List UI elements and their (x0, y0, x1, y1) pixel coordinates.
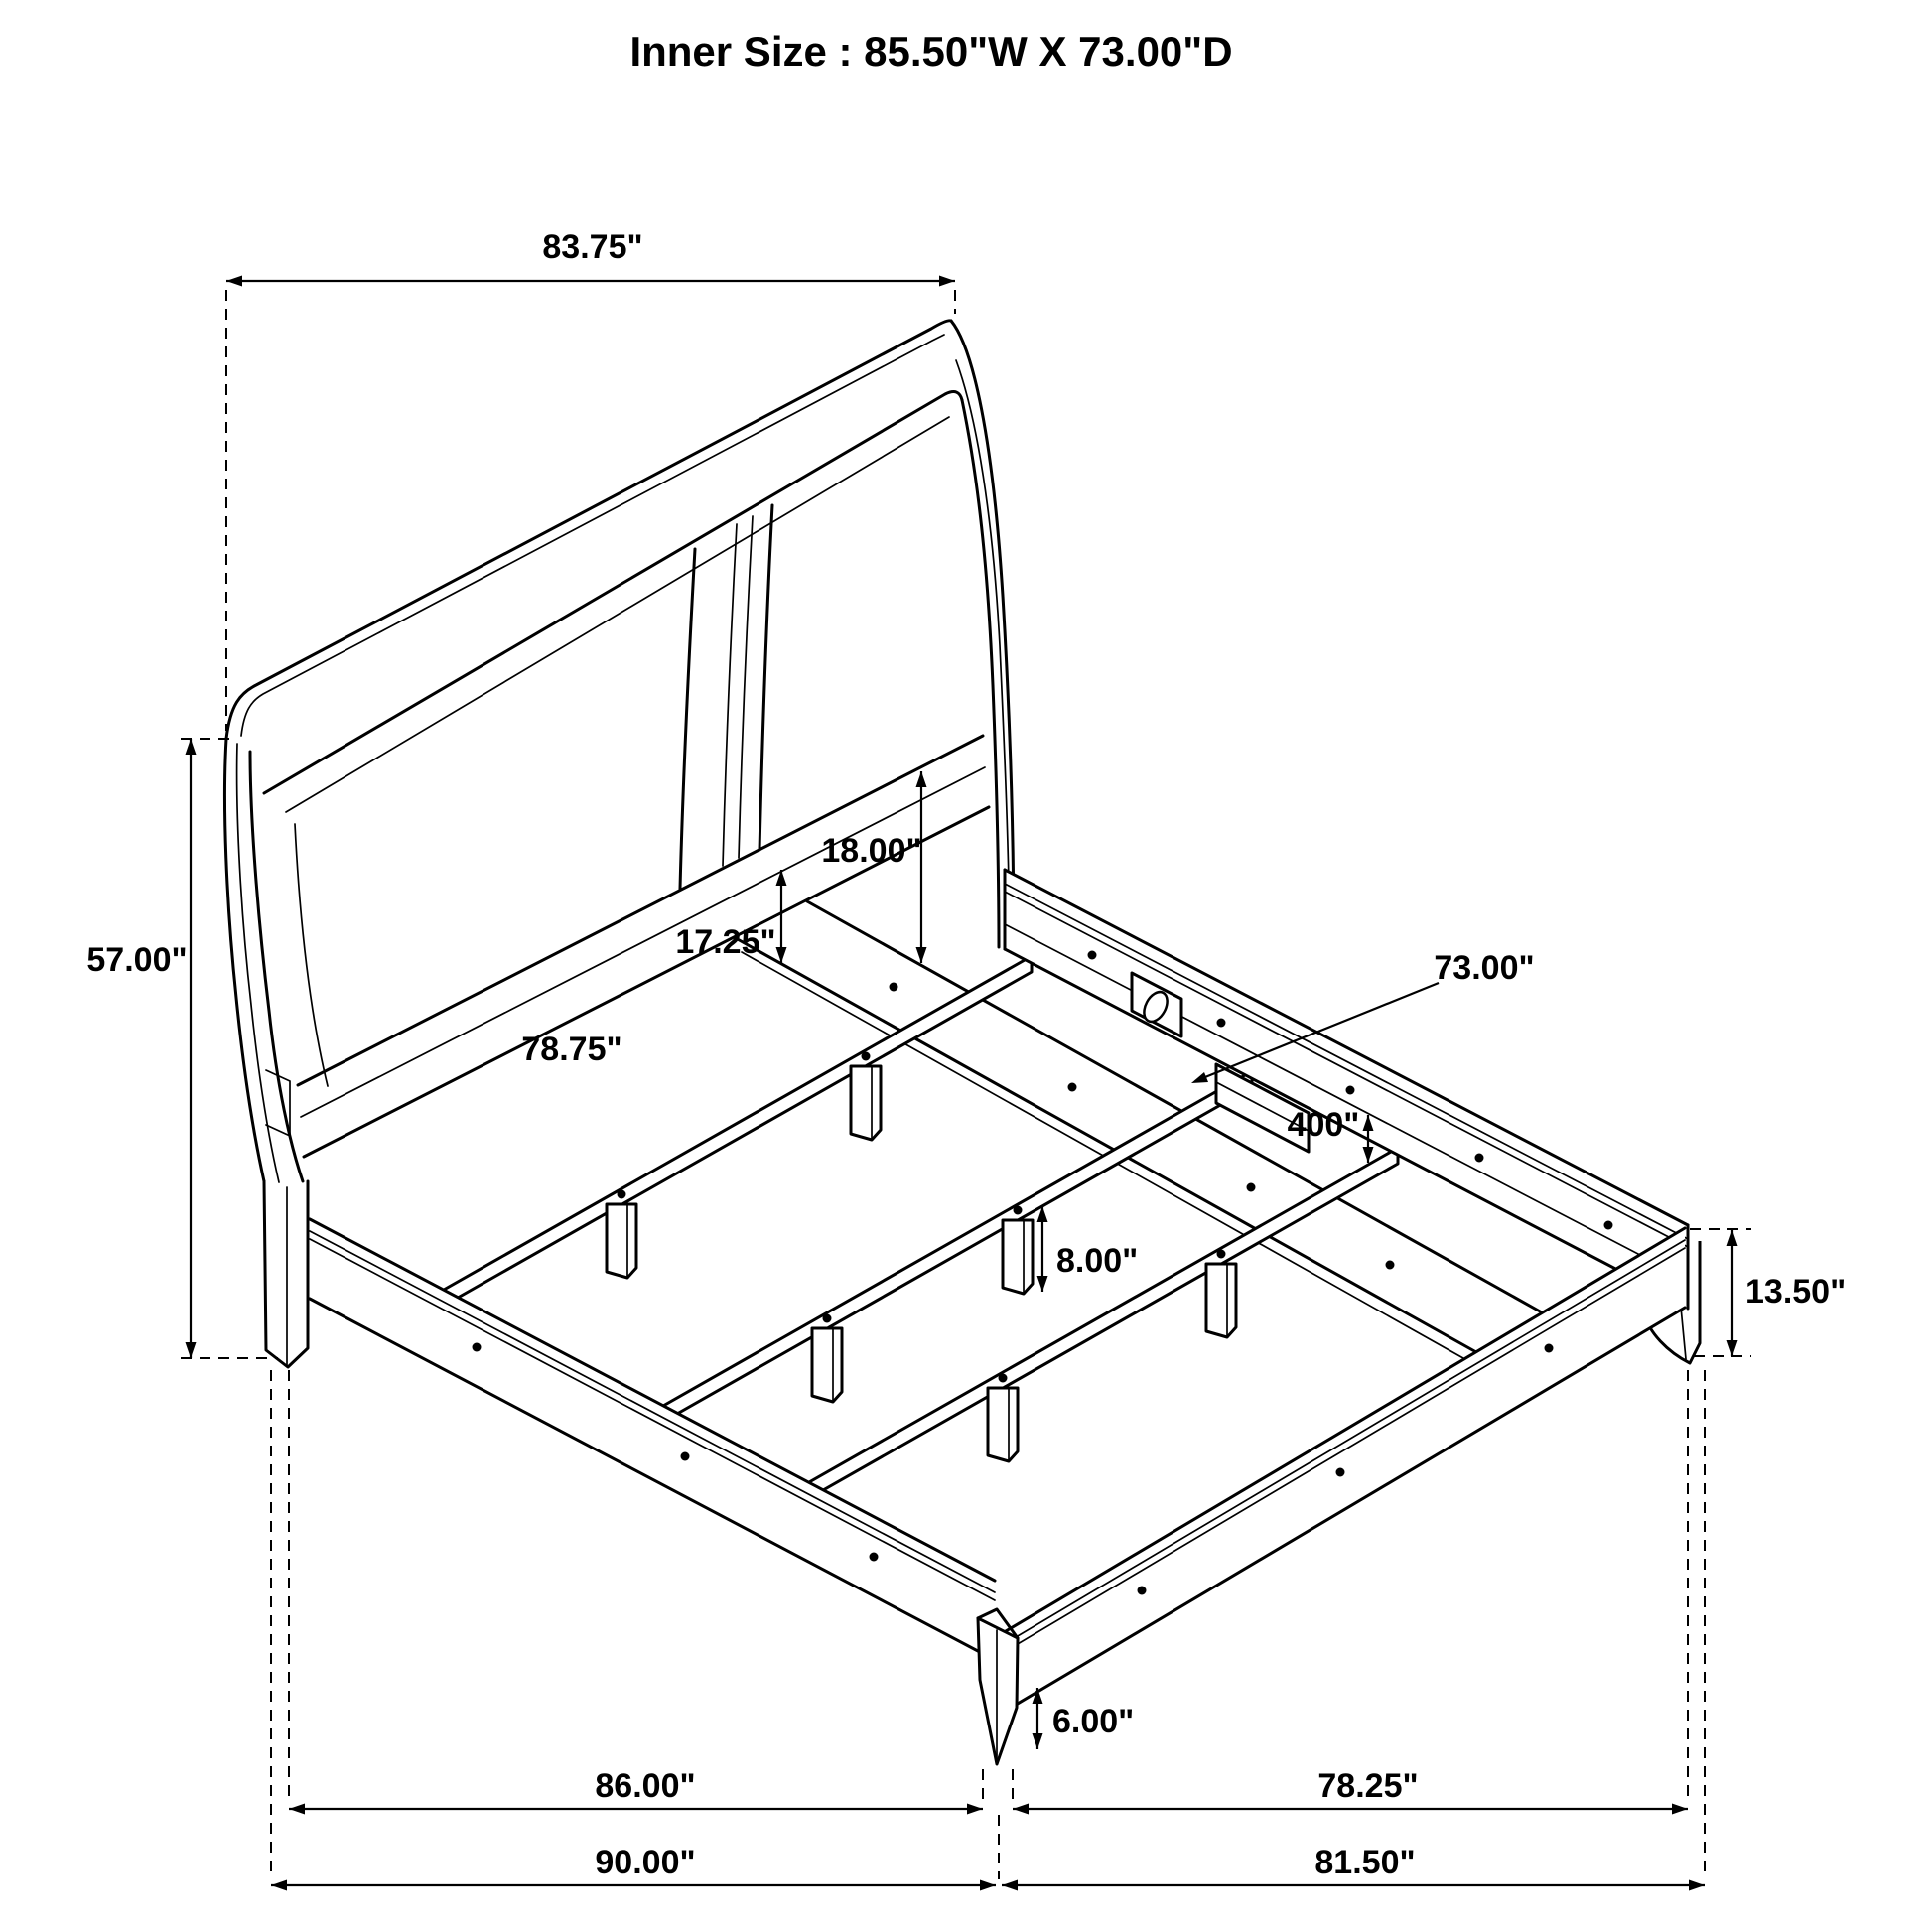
dim-center-rail-length: 73.00" (1434, 949, 1535, 987)
dim-rail-gap: 400" (1287, 1106, 1360, 1144)
support-leg (988, 1388, 1018, 1461)
support-leg (607, 1204, 636, 1278)
dim-inner-width-lines (289, 1804, 983, 1815)
dim-support-leg-lines (1037, 1206, 1048, 1292)
dim-inner-width: 86.00" (595, 1767, 696, 1805)
support-leg (1206, 1264, 1236, 1337)
dim-front-leg-lines (1033, 1688, 1043, 1749)
dim-headboard-height: 57.00" (86, 941, 188, 979)
support-leg (812, 1328, 842, 1402)
dim-inner-depth-lines (1013, 1804, 1688, 1815)
dim-panel-right-height: 18.00" (821, 832, 922, 870)
dim-outer-width: 90.00" (595, 1844, 696, 1881)
foot-rail (1001, 1225, 1688, 1714)
dim-panel-left-height: 17.25" (675, 923, 776, 961)
dim-headboard-width: 83.75" (542, 228, 643, 266)
dim-footboard-height: 13.50" (1745, 1273, 1847, 1311)
slat-rail-3 (809, 1148, 1398, 1498)
dim-outer-depth-lines (1002, 1880, 1705, 1891)
support-leg (851, 1066, 881, 1140)
dim-headboard-inner-width: 78.75" (521, 1031, 622, 1068)
dim-support-leg-height: 8.00" (1056, 1242, 1139, 1280)
dim-inner-depth: 78.25" (1317, 1767, 1419, 1805)
page-title: Inner Size : 85.50"W X 73.00"D (629, 28, 1233, 74)
dim-outer-depth: 81.50" (1314, 1844, 1416, 1881)
dim-outer-width-lines (271, 1880, 996, 1891)
dim-front-leg-height: 6.00" (1052, 1703, 1135, 1740)
support-leg (1003, 1220, 1033, 1294)
